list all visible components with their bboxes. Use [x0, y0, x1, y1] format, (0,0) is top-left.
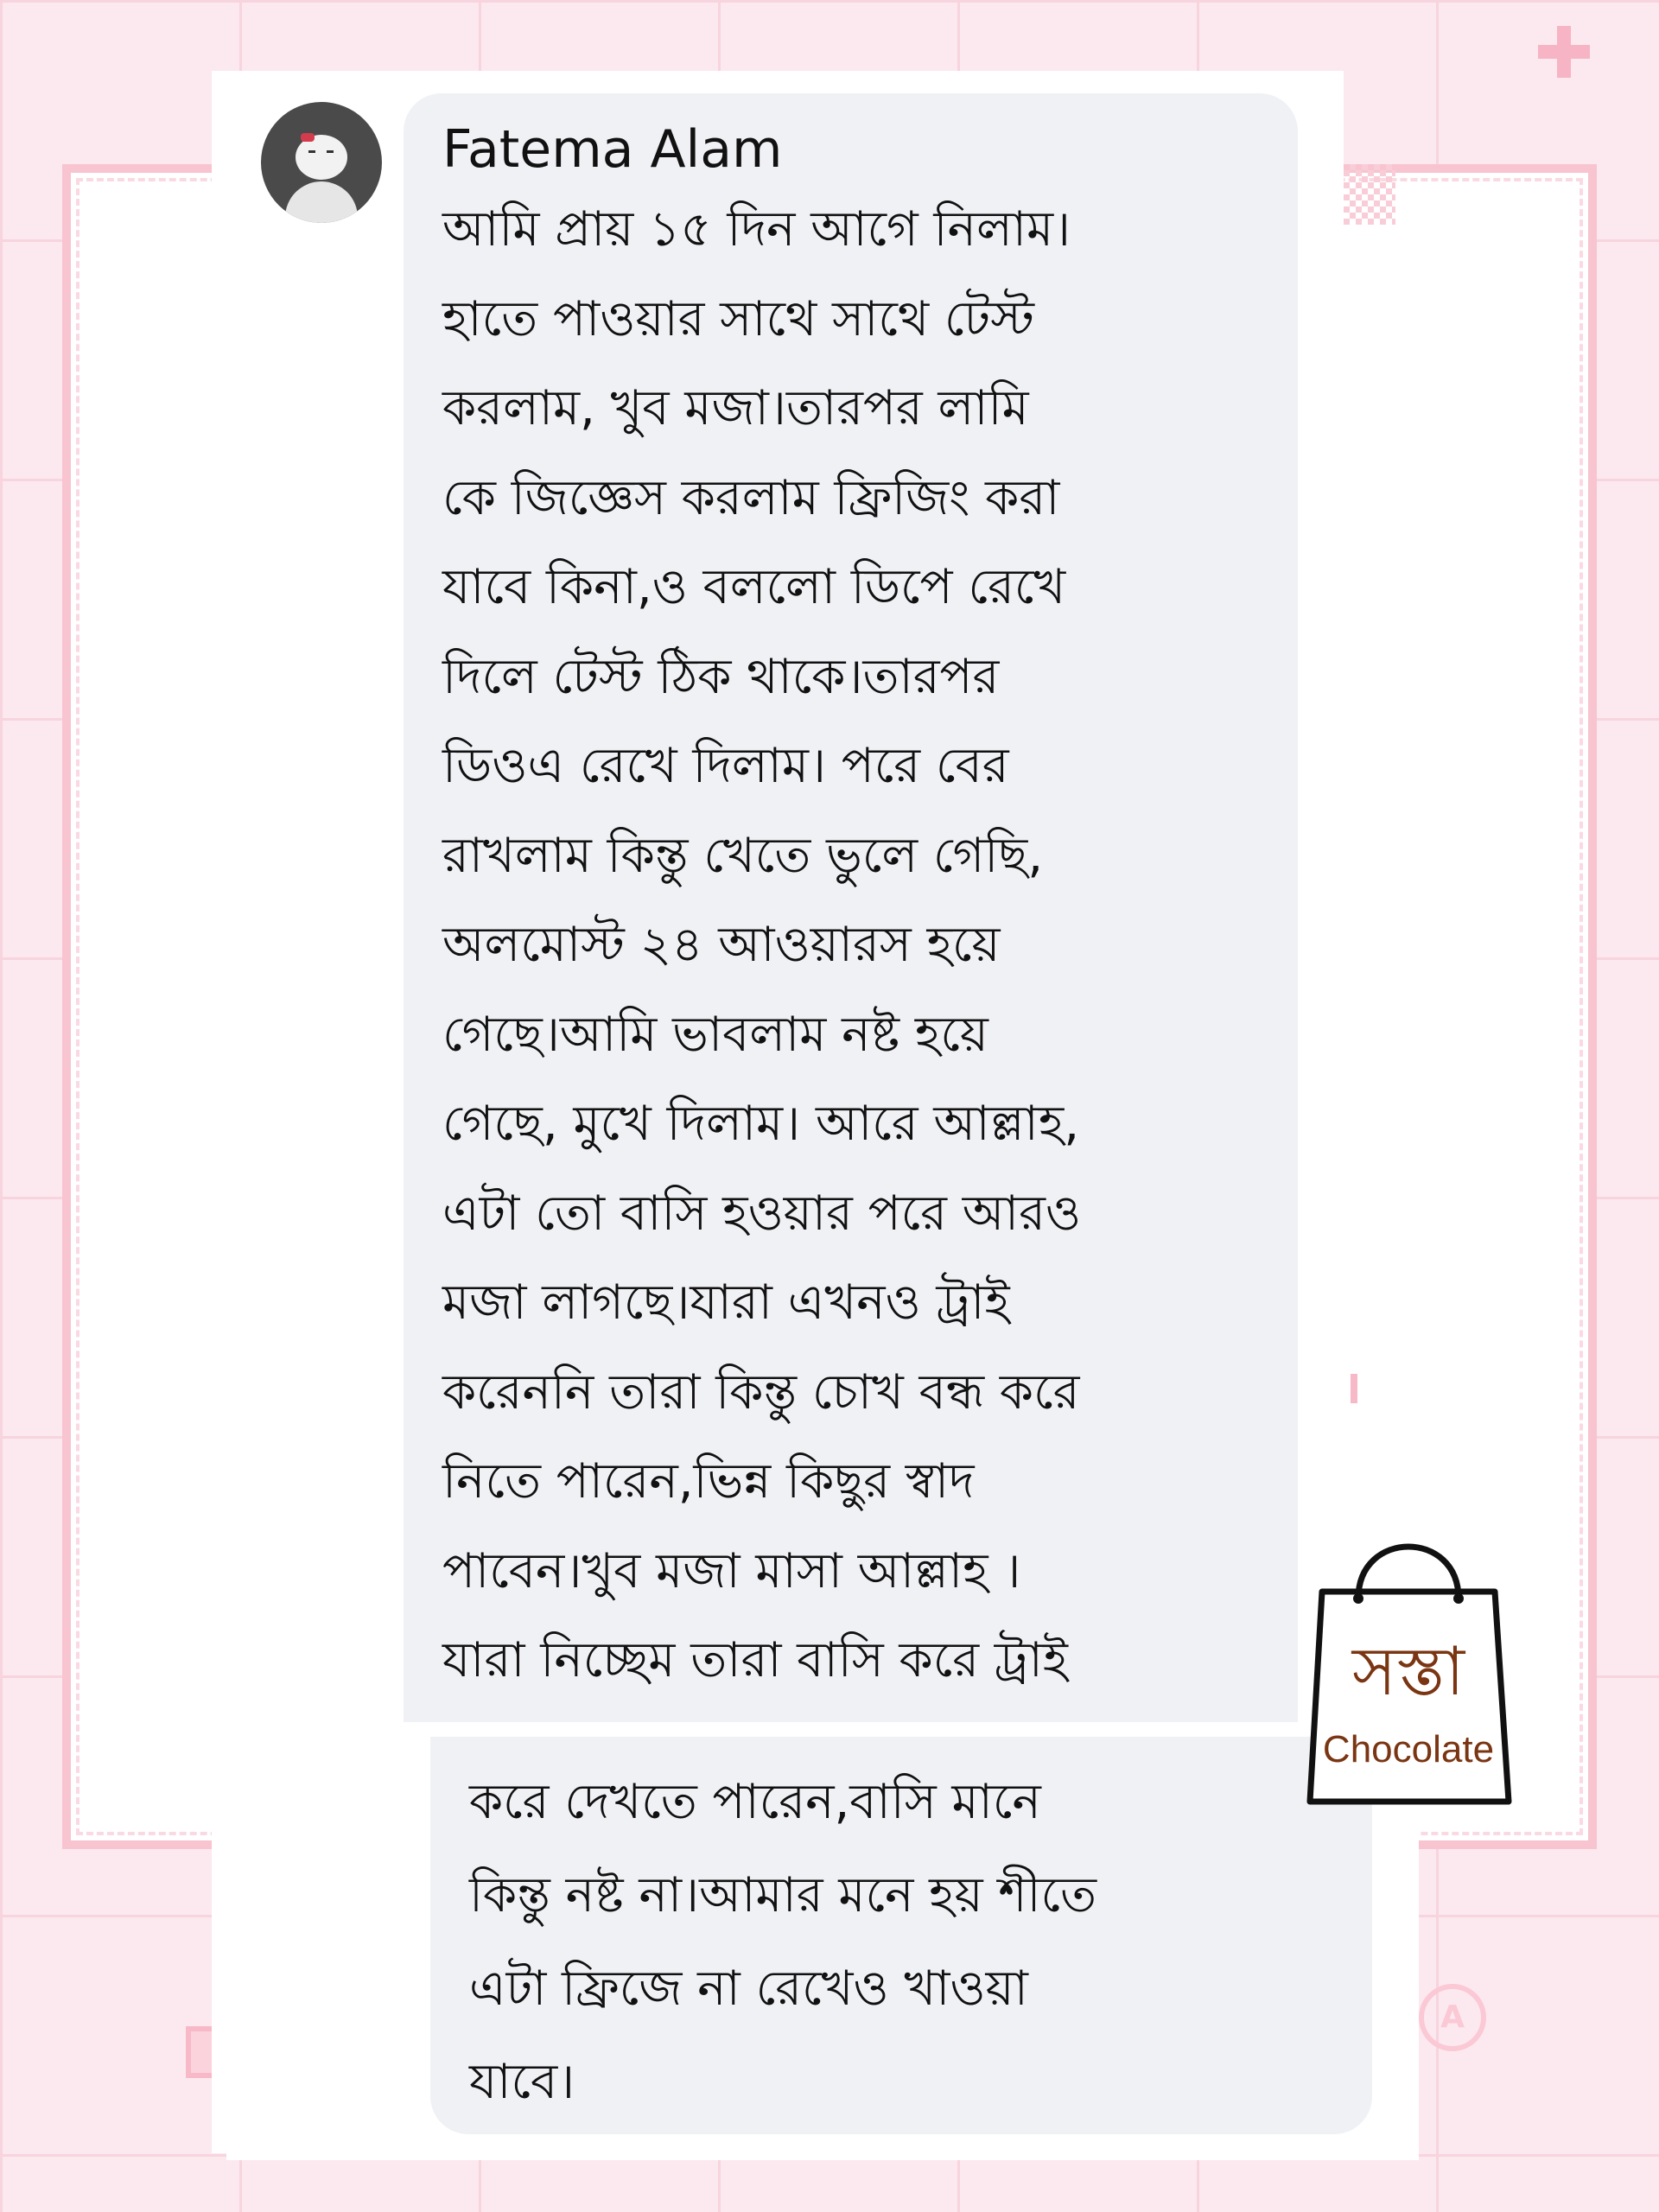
comment-line: যাবে কিনা,ও বললো ডিপে রেখে [442, 559, 1066, 615]
comment-text-continued [469, 1756, 1346, 2129]
comment-line: আমি প্রায় ১৫ দিন আগে নিলাম। [442, 201, 1071, 257]
brand-subtitle: Chocolate [1322, 1728, 1495, 1770]
comment-author[interactable]: Fatema Alam [442, 119, 783, 180]
avatar-eye-left [308, 150, 315, 153]
comment-line: দিলে টেস্ট ঠিক থাকে।তারপর [442, 648, 1000, 705]
avatar-eye-right [327, 150, 334, 153]
comment-line: এটা তো বাসি হওয়ার পরে আরও [442, 1185, 1082, 1242]
comment-line: যারা নিচ্ছেম তারা বাসি করে ট্রাই [442, 1632, 1068, 1688]
avatar-bow-icon [301, 133, 315, 142]
comment-text [442, 185, 1263, 1706]
comment-line: কিন্তু নষ্ট না।আমার মনে হয় শীতে [469, 1867, 1097, 1923]
brand-name: সস্তা [1351, 1633, 1465, 1711]
comment-bubble [404, 93, 1298, 1722]
comment-line: অলমোস্ট ২৪ আওয়ারস হয়ে [442, 917, 1001, 973]
comment-line: নিতে পারেন,ভিন্ন কিছুর স্বাদ [442, 1453, 975, 1510]
comment-bubble-continued [430, 1737, 1372, 2134]
comment-line: করে দেখতে পারেন,বাসি মানে [469, 1774, 1041, 1830]
comment-line: করলাম, খুব মজা।তারপর লামি [442, 380, 1029, 436]
comment-line: ডিওএ রেখে দিলাম। পরে বের [442, 738, 1009, 794]
comment-line: রাখলাম কিন্তু খেতে ভুলে গেছি, [442, 827, 1044, 884]
comment-line: পাবেন।খুব মজা মাসা আল্লাহ । [442, 1542, 1021, 1599]
comment-line: মজা লাগছে।যারা এখনও ট্রাই [442, 1274, 1010, 1331]
comment-line: যাবে। [469, 2054, 575, 2110]
comment-line: কে জিজ্ঞেস করলাম ফ্রিজিং করা [442, 469, 1060, 526]
comment-line: হাতে পাওয়ার সাথে সাথে টেস্ট [442, 290, 1034, 347]
line-decoration [1351, 1374, 1357, 1403]
comment-line: গেছে।আমি ভাবলাম নষ্ট হয়ে [442, 1006, 988, 1063]
comment-line: করেননি তারা কিন্তু চোখ বন্ধ করে [442, 1363, 1080, 1421]
brand-logo [1305, 1521, 1512, 1815]
circle-letter-icon: A [1419, 1984, 1486, 2051]
plus-decoration-icon [1538, 26, 1590, 78]
avatar[interactable] [261, 102, 382, 223]
comment-line: এটা ফ্রিজে না রেখেও খাওয়া [469, 1961, 1028, 2017]
avatar-body [285, 181, 358, 223]
comment-line: গেছে, মুখে দিলাম। আরে আল্লাহ, [442, 1096, 1080, 1152]
checker-decoration [1344, 164, 1395, 225]
